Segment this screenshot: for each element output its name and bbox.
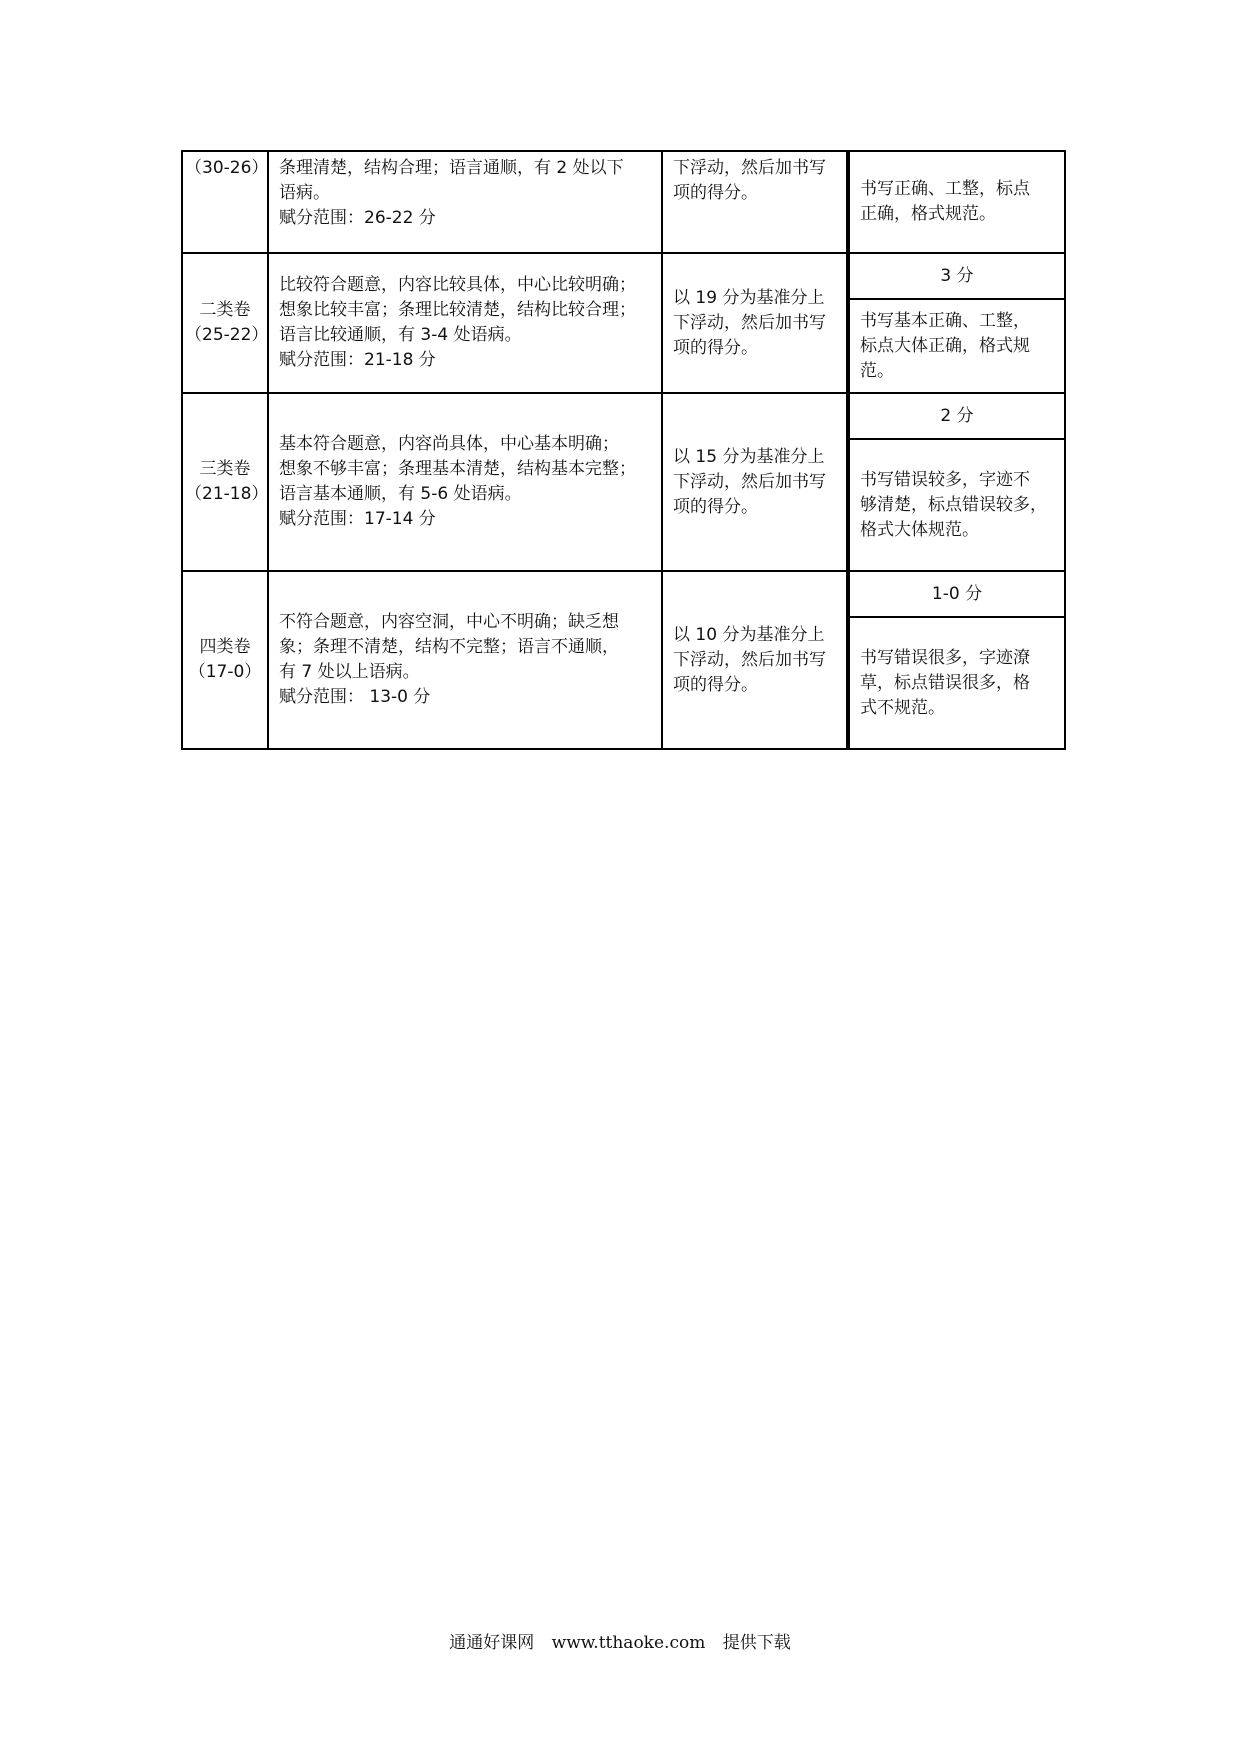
handwriting-text: 范。: [860, 360, 894, 381]
handwriting-text: 标点大体正确，格式规: [860, 335, 1030, 356]
description-text: 语言基本通顺，有 5-6 处语病。: [279, 484, 522, 504]
handwriting-cell: [848, 439, 1065, 571]
handwriting-score: 1-0 分: [848, 571, 1065, 617]
description-text: 语病。: [279, 183, 330, 203]
method-text: 下浮动，然后加书写: [673, 471, 826, 492]
category-cell: [182, 151, 268, 253]
description-text: 基本符合题意，内容尚具体，中心基本明确；: [279, 434, 619, 454]
description-text: 不符合题意，内容空洞，中心不明确；缺乏想: [279, 612, 619, 632]
method-cell: [662, 571, 848, 749]
category-cell: [182, 571, 268, 749]
page-footer: [0, 1628, 1240, 1653]
handwriting-text: 书写正确、工整，标点: [860, 179, 1030, 199]
method-text: 下浮动，然后加书写: [673, 158, 826, 178]
grading-table: [181, 150, 1066, 750]
description-text: 语言比较通顺，有 3-4 处语病。: [279, 325, 522, 345]
handwriting-text: 草，标点错误很多，格: [860, 672, 1030, 693]
handwriting-text: 格式大体规范。: [860, 519, 979, 540]
table-row: [182, 571, 1065, 617]
method-text: 以 19 分为基准分上: [673, 287, 825, 308]
description-cell: [268, 393, 662, 571]
handwriting-text: 正确，格式规范。: [860, 204, 996, 224]
method-text: 以 15 分为基准分上: [673, 446, 825, 467]
handwriting-score: 2 分: [848, 393, 1065, 439]
method-text: 以 10 分为基准分上: [673, 624, 825, 645]
description-text: 赋分范围：26-22 分: [279, 208, 436, 228]
handwriting-text: 够清楚，标点错误较多，: [860, 494, 1047, 515]
handwriting-text: 书写错误较多，字迹不: [860, 469, 1030, 490]
method-cell: [662, 393, 848, 571]
footer-url: www.tthaoke.com: [551, 1633, 706, 1653]
handwriting-text: 书写错误很多，字迹潦: [860, 647, 1030, 668]
description-cell: [268, 151, 662, 253]
category-text: （25-22）: [185, 325, 269, 345]
method-text: 项的得分。: [673, 337, 758, 358]
table-row: [182, 393, 1065, 439]
method-cell: [662, 151, 848, 253]
method-text: 下浮动，然后加书写: [673, 312, 826, 333]
description-text: 赋分范围：17-14 分: [279, 509, 436, 529]
category-cell: [182, 393, 268, 571]
category-text: （30-26）: [185, 158, 269, 178]
description-cell: [268, 571, 662, 749]
description-text: 赋分范围：21-18 分: [279, 350, 436, 370]
description-text: 有 7 处以上语病。: [279, 662, 420, 682]
handwriting-score: 3 分: [848, 253, 1065, 299]
handwriting-text: 书写基本正确、工整，: [860, 310, 1030, 331]
description-text: 想象比较丰富；条理比较清楚，结构比较合理；: [279, 300, 636, 320]
description-cell: [268, 253, 662, 393]
category-cell: [182, 253, 268, 393]
category-text: （17-0）: [188, 662, 262, 682]
method-text: 项的得分。: [673, 496, 758, 517]
category-text: 四类卷: [199, 637, 251, 657]
handwriting-cell: [848, 151, 1065, 253]
method-text: 项的得分。: [673, 674, 758, 695]
method-text: 项的得分。: [673, 183, 758, 203]
description-text: 象；条理不清楚，结构不完整；语言不通顺，: [279, 637, 619, 657]
category-text: 三类卷: [199, 459, 251, 479]
description-text: 条理清楚，结构合理；语言通顺，有 2 处以下: [279, 158, 624, 178]
description-text: 想象不够丰富；条理基本清楚，结构基本完整；: [279, 459, 636, 479]
handwriting-text: 式不规范。: [860, 697, 945, 718]
footer-suffix: 提供下载: [722, 1633, 791, 1653]
description-text: 赋分范围： 13-0 分: [279, 687, 431, 707]
method-text: 下浮动，然后加书写: [673, 649, 826, 670]
table-row: [182, 253, 1065, 299]
handwriting-cell: [848, 617, 1065, 749]
table-row: [182, 151, 1065, 253]
footer-site-name: 通通好课网: [449, 1633, 535, 1653]
category-text: 二类卷: [199, 300, 251, 320]
method-cell: [662, 253, 848, 393]
handwriting-cell: [848, 299, 1065, 393]
description-text: 比较符合题意，内容比较具体，中心比较明确；: [279, 275, 636, 295]
category-text: （21-18）: [185, 484, 269, 504]
